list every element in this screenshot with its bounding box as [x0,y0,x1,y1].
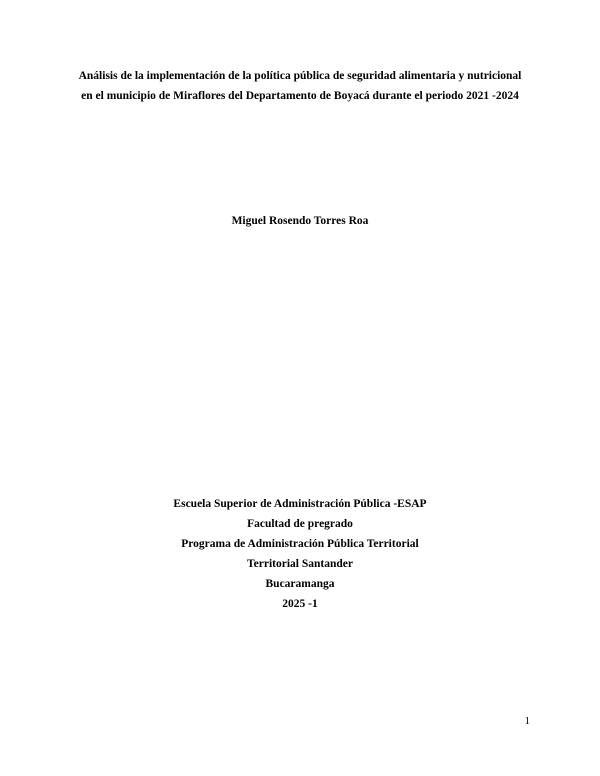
title-line-2: en el municipio de Miraflores del Departamento de Boyacá durante el periodo 2021 -2024 [81,90,519,102]
author-name: Miguel Rosendo Torres Roa [231,215,369,227]
title-line-1: Análisis de la implementación de la política pública de seguridad alimentaria y nutricional [78,70,522,82]
institution-block [0,494,600,614]
institution-faculty: Facultad de pregrado [247,518,353,530]
institution-territorial: Territorial Santander [247,558,353,570]
document-title [40,66,560,106]
institution-period: 2025 -1 [282,598,318,610]
institution-school: Escuela Superior de Administración Pública -ESAP [173,498,427,510]
institution-city: Bucaramanga [265,578,335,590]
page-number: 1 [524,715,530,727]
institution-program: Programa de Administración Pública Territorial [181,538,419,550]
